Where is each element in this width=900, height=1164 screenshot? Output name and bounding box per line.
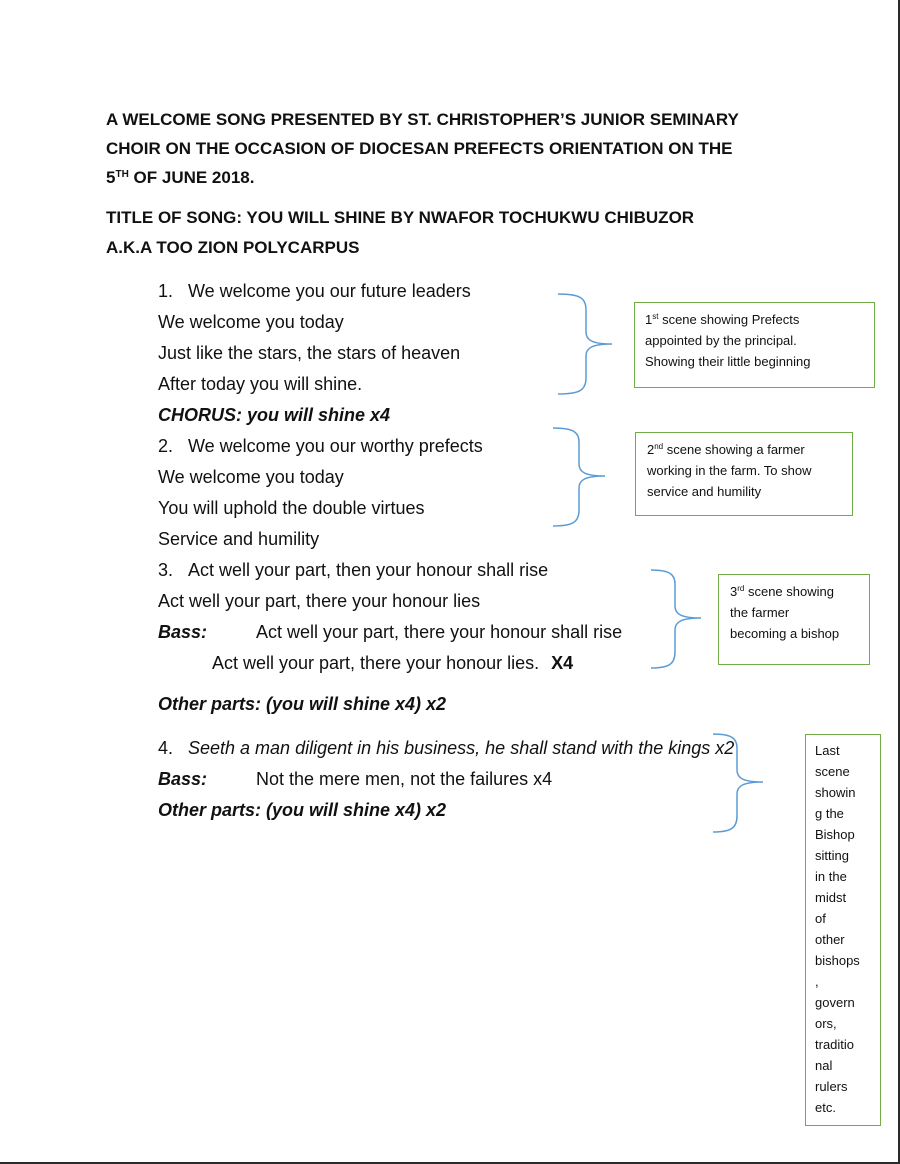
scene-note-2-text: scene showing a farmer bbox=[663, 442, 805, 457]
chorus-line bbox=[158, 403, 390, 427]
scene-note-2-line-3: service and humility bbox=[647, 484, 762, 499]
verse-2-line-1-text: We welcome you our worthy prefects bbox=[188, 436, 483, 456]
header-date-day: 5 bbox=[106, 168, 116, 187]
scene-note-4 bbox=[805, 734, 881, 1126]
scene-note-4-line: bishops bbox=[815, 953, 860, 968]
scene-note-1-line-2: appointed by the principal. bbox=[645, 333, 797, 348]
scene-note-1-line-3: Showing their little beginning bbox=[645, 354, 811, 369]
brace-verse-3 bbox=[645, 566, 715, 672]
scene-note-3 bbox=[718, 574, 870, 665]
song-title-line-2: A.K.A TOO ZION POLYCARPUS bbox=[106, 238, 360, 257]
scene-note-1-number: 1 bbox=[645, 312, 653, 327]
verse-4-line-1 bbox=[158, 736, 734, 760]
verse-3-bass-line-2 bbox=[212, 651, 573, 675]
scene-note-4-line: etc. bbox=[815, 1100, 836, 1115]
scene-note-4-line: Bishop bbox=[815, 827, 855, 842]
scene-note-4-line: g the bbox=[815, 806, 844, 821]
scene-note-1-suffix: st bbox=[652, 312, 659, 321]
scene-note-4-line: , bbox=[815, 974, 819, 989]
header-date-suffix: TH bbox=[115, 169, 129, 180]
chorus-label: CHORUS bbox=[158, 405, 237, 425]
verse-1-line-3: Just like the stars, the stars of heaven bbox=[158, 343, 461, 363]
verse-4-other-parts: Other parts: (you will shine x4) x2 bbox=[158, 800, 447, 820]
verse-1-line-1-text: We welcome you our future leaders bbox=[188, 281, 471, 301]
verse-1-line-4: After today you will shine. bbox=[158, 374, 363, 394]
verse-3-bass-label: Bass: bbox=[158, 622, 208, 642]
brace-verse-1 bbox=[550, 290, 620, 400]
chorus-text: : you will shine x4 bbox=[236, 405, 391, 425]
verse-4-line-1-text: Seeth a man diligent in his business, he shall stand with the kings x2 bbox=[188, 738, 735, 758]
scene-note-2-line-2: working in the farm. To show bbox=[647, 463, 812, 478]
scene-note-4-line: sitting bbox=[815, 848, 849, 863]
scene-note-4-line: midst bbox=[815, 890, 847, 905]
header-line-3 bbox=[106, 163, 254, 192]
scene-note-1 bbox=[634, 302, 875, 388]
scene-note-4-line: rulers bbox=[815, 1079, 848, 1094]
scene-note-1-line-1 bbox=[645, 309, 864, 330]
scene-note-3-suffix: rd bbox=[737, 584, 745, 593]
scene-note-4-line: in the bbox=[815, 869, 847, 884]
verse-2-line-2: We welcome you today bbox=[158, 467, 344, 487]
verse-1-number: 1. bbox=[158, 281, 174, 301]
header-date-rest: OF JUNE 2018. bbox=[128, 168, 255, 187]
scene-note-4-line: scene bbox=[815, 764, 850, 779]
header-line-2: CHOIR ON THE OCCASION OF DIOCESAN PREFECTS ORIENTATION ON THE bbox=[106, 139, 733, 158]
verse-4-bass-label: Bass: bbox=[158, 769, 208, 789]
scene-note-2-suffix: nd bbox=[654, 442, 664, 451]
scene-note-3-line-3: becoming a bishop bbox=[730, 626, 840, 641]
verse-2-line-1 bbox=[158, 434, 483, 458]
verse-3-bass-line-2-text: Act well your part, there your honour lies. bbox=[212, 653, 540, 673]
verse-3-repeat-marker: X4 bbox=[551, 653, 574, 673]
scene-note-4-line: showin bbox=[815, 785, 856, 800]
verse-3-line-1-text: Act well your part, then your honour shall rise bbox=[188, 560, 549, 580]
header-line-1: A WELCOME SONG PRESENTED BY ST. CHRISTOPHER’S JUNIOR SEMINARY bbox=[106, 110, 739, 129]
verse-1-line-2: We welcome you today bbox=[158, 312, 344, 332]
scene-note-4-line: govern bbox=[815, 995, 855, 1010]
verse-3-number: 3. bbox=[158, 560, 174, 580]
verse-3-bass-line-1: Act well your part, there your honour shall rise bbox=[256, 622, 623, 642]
verse-2-line-3: You will uphold the double virtues bbox=[158, 498, 425, 518]
scene-note-3-line-2: the farmer bbox=[730, 605, 790, 620]
scene-note-2-line-1 bbox=[647, 439, 841, 460]
brace-verse-2 bbox=[545, 424, 615, 530]
verse-3-line-2: Act well your part, there your honour lies bbox=[158, 591, 481, 611]
scene-note-4-line: Last bbox=[815, 743, 840, 758]
scene-note-2 bbox=[635, 432, 853, 516]
verse-3-other-parts: Other parts: (you will shine x4) x2 bbox=[158, 694, 447, 714]
verse-2-number: 2. bbox=[158, 436, 174, 456]
scene-note-4-line: other bbox=[815, 932, 845, 947]
scene-note-1-text: scene showing Prefects bbox=[658, 312, 800, 327]
verse-3-line-1 bbox=[158, 558, 548, 582]
verse-4-bass-line-1: Not the mere men, not the failures x4 bbox=[256, 769, 553, 789]
verse-4-number: 4. bbox=[158, 738, 174, 758]
scene-note-3-text: scene showing bbox=[744, 584, 834, 599]
scene-note-3-number: 3 bbox=[730, 584, 738, 599]
song-title-line-1: TITLE OF SONG: YOU WILL SHINE BY NWAFOR TOCHUKWU CHIBUZOR bbox=[106, 208, 695, 227]
verse-2-line-4: Service and humility bbox=[158, 529, 320, 549]
brace-verse-4 bbox=[705, 730, 775, 836]
verse-1-line-1 bbox=[158, 279, 471, 303]
scene-note-4-line: nal bbox=[815, 1058, 833, 1073]
scene-note-3-line-1 bbox=[730, 581, 858, 602]
scene-note-2-number: 2 bbox=[647, 442, 655, 457]
scene-note-4-line: ors, bbox=[815, 1016, 837, 1031]
scene-note-4-line: of bbox=[815, 911, 826, 926]
scene-note-4-line: traditio bbox=[815, 1037, 855, 1052]
